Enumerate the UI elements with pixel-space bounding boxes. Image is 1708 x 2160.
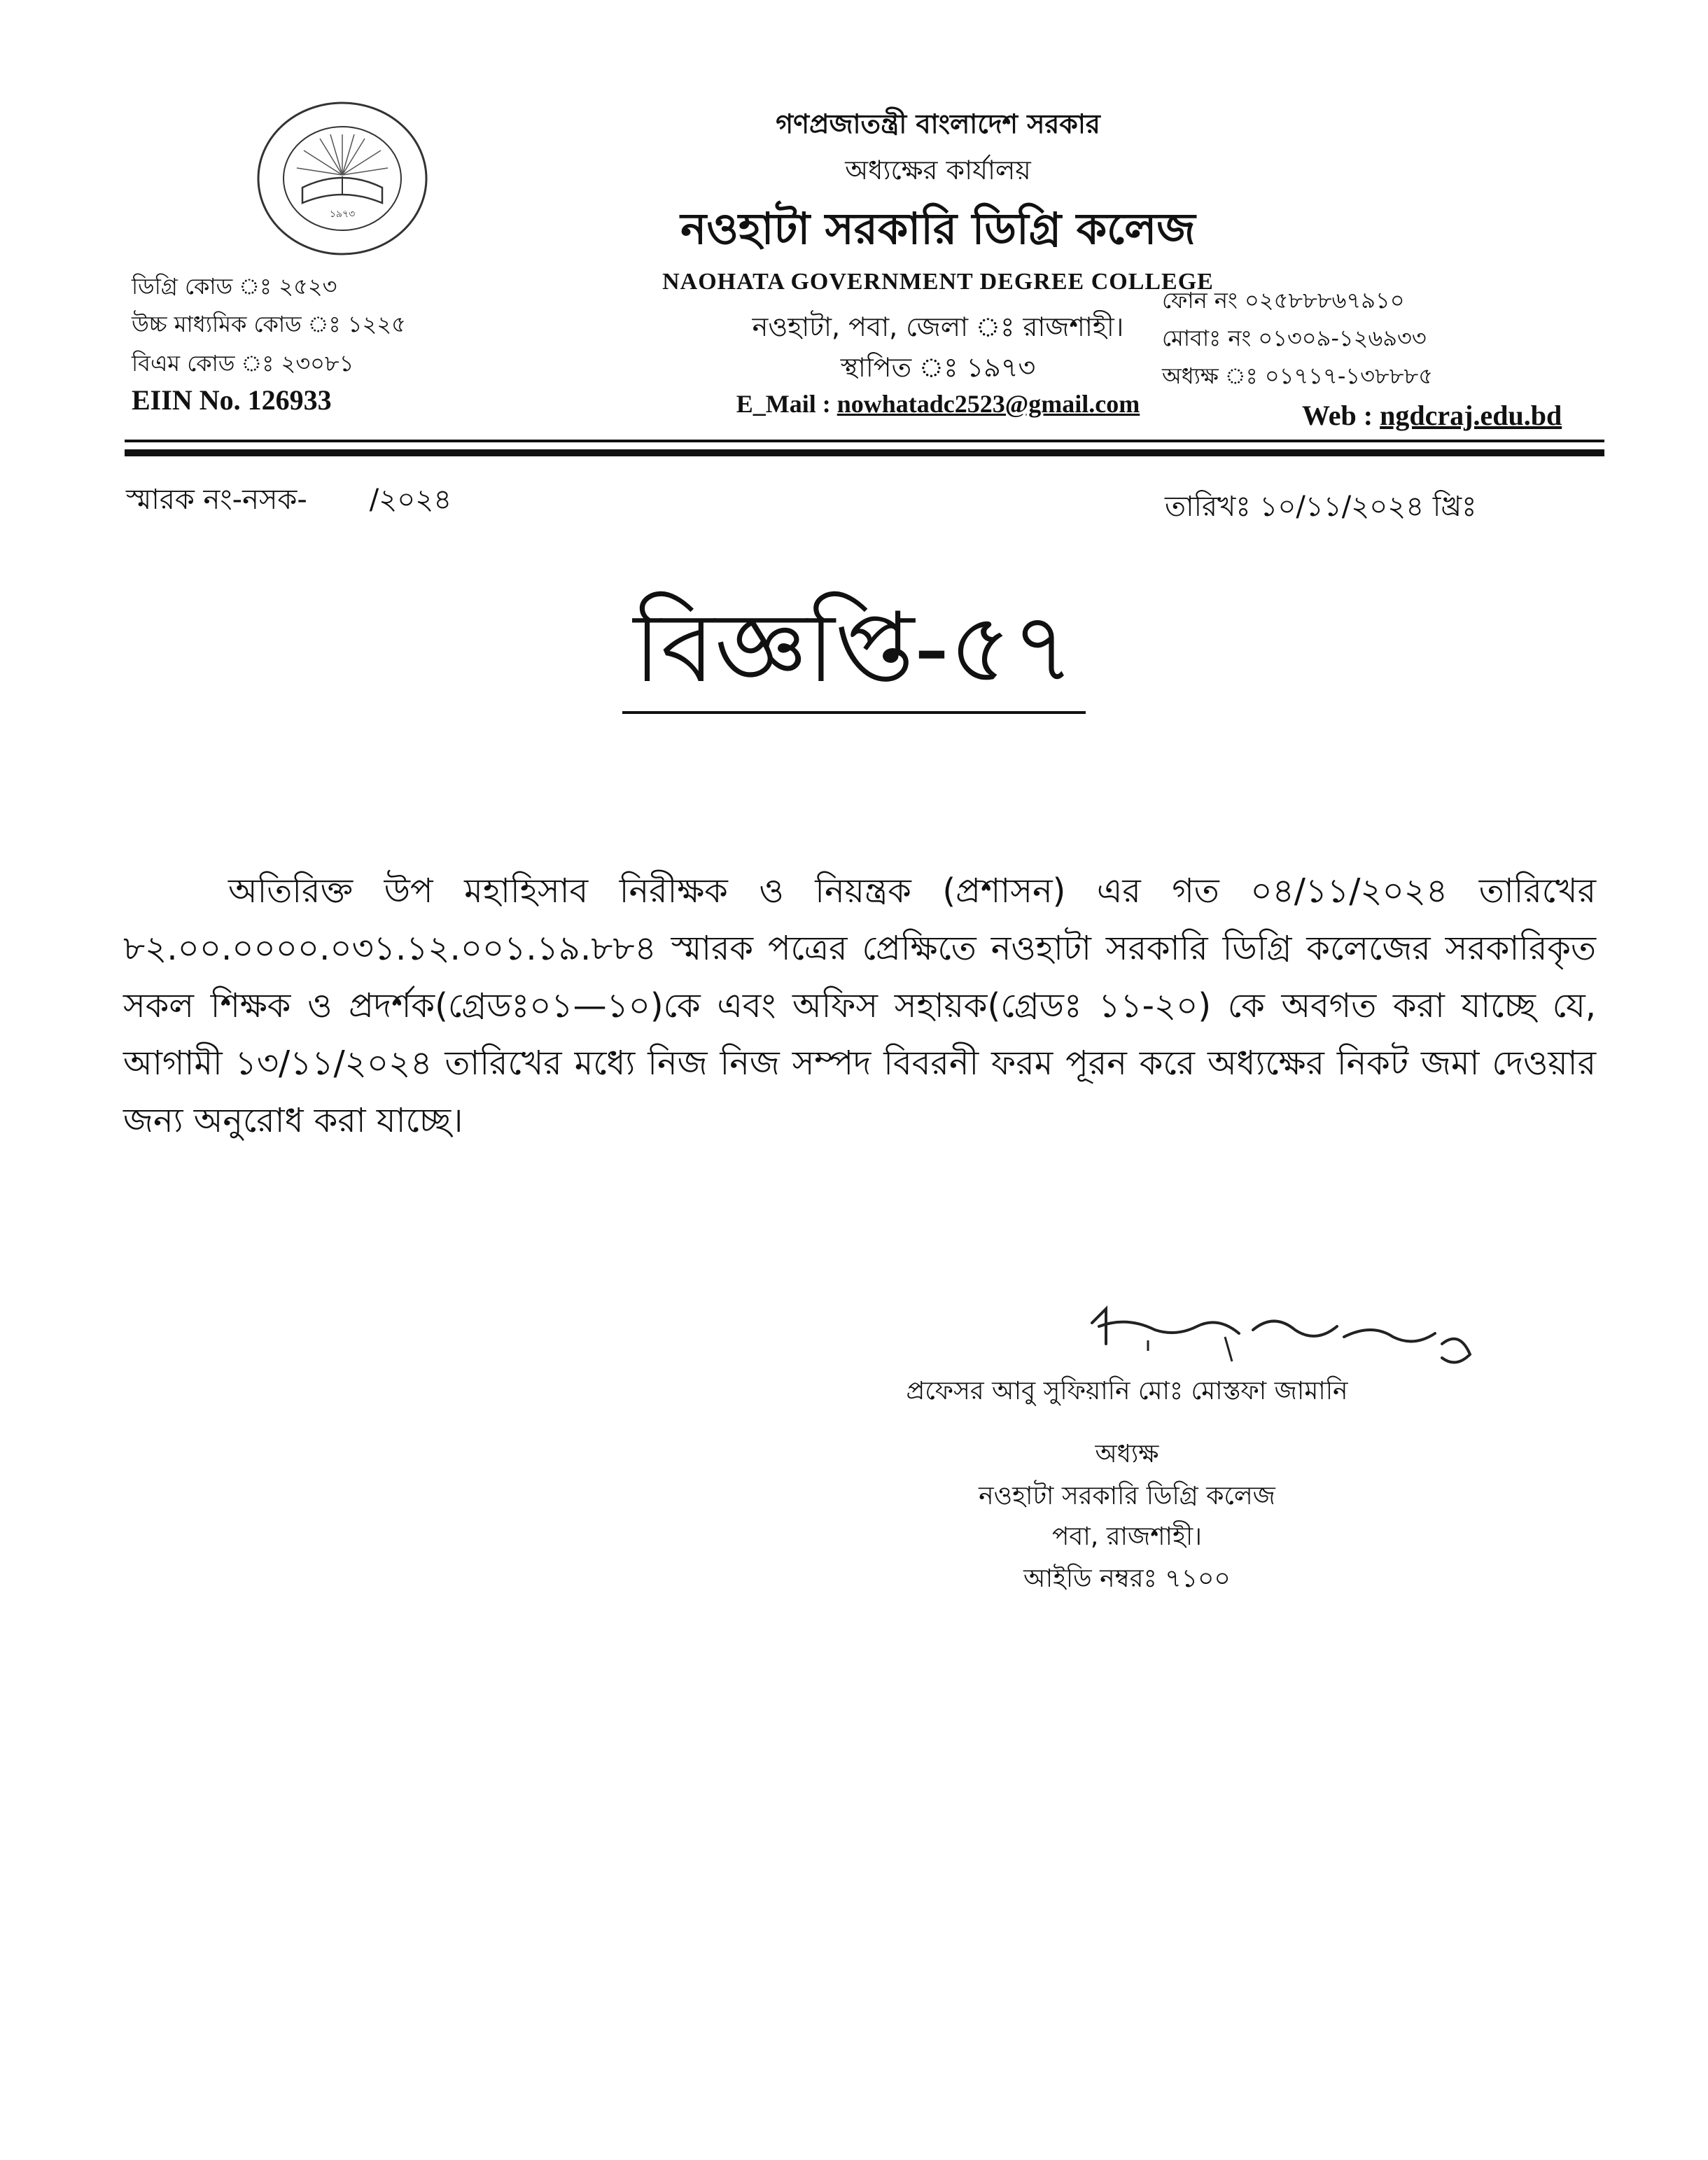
principal-mobile: অধ্যক্ষ ঃ ০১৭১৭-১৩৮৮৮৫ [1162,363,1434,389]
svg-text:১৯৭৩: ১৯৭৩ [329,209,356,220]
bm-code: বিএম কোড ঃ ২৩০৮১ [132,350,354,377]
notice-body: অতিরিক্ত উপ মহাহিসাব নিরীক্ষক ও নিয়ন্ত্রক (প্রশাসন) এর গত ০৪/১১/২০২৪ তারিখের ৮২.০০.০০০০.০৩১.১২.০০১.১৯.৮৮৪ স্মারক পত্রের প্রেক্ষিতে নওহাটা সরকারি ডিগ্রি কলেজের সরকারিকৃত সকল শিক্ষক ও প্রদর্শক(গ্রেডঃ০১—১০)কে এবং অফিস সহায়ক(গ্রেডঃ ১১-২০) কে অবগত করা যাচ্ছে যে, আগামী ১৩/১১/২০২৪ তারিখের মধ্যে নিজ নিজ সম্পদ বিবরনী ফরম পূরন করে অধ্যক্ষের নিকট জমা দেওয়ার জন্য অনুরোধ করা যাচ্ছে। [123,871,1596,1140]
signature-date [1078,1330,1079,1331]
signatory-id: আইডি নম্বরঃ ৭১০০ [1023,1564,1231,1593]
signatory-role: অধ্যক্ষ [1095,1440,1159,1468]
memo-reference: স্মারক নং-নসক- /২০২৪ [126,484,452,516]
signatory-name: প্রফেসর আবু সুফিয়ানি মোঃ মোস্তফা জামানি [906,1377,1348,1405]
website-line [1302,399,1562,432]
website-link[interactable]: ngdcraj.edu.bd [1380,400,1562,431]
college-name-english: NAOHATA GOVERNMENT DEGREE COLLEGE [662,269,1214,295]
government-heading: গণপ্রজাতন্ত্রী বাংলাদেশ সরকার [776,108,1100,139]
signatory-place: পবা, রাজশাহী। [1051,1522,1203,1551]
phone-number: ফোন নং ০২৫৮৮৮৬৭৯১০ [1162,287,1405,314]
email-link[interactable]: nowhatadc2523@gmail.com [836,390,1140,418]
memo-date: তারিখঃ ১০/১১/২০২৪ খ্রিঃ [1165,491,1477,523]
eiin-number: EIIN No. 126933 [132,384,332,416]
hsc-code: উচ্চ মাধ্যমিক কোড ঃ ১২২৫ [132,311,406,337]
notice-title [0,574,1708,735]
established-year: স্থাপিত ঃ ১৯৭৩ [840,352,1036,383]
degree-code: ডিগ্রি কোড ঃ ২৫২৩ [132,273,337,300]
mobile-number: মোবাঃ নং ০১৩০৯-১২৬৯৩৩ [1162,325,1427,351]
web-label: Web : [1302,400,1380,431]
header-divider-thick [125,449,1604,456]
email-label: E_Mail : [736,390,837,418]
notice-title-text: বিজ্ঞপ্তি-৫৭ [622,591,1086,714]
college-address: নওহাটা, পবা, জেলা ঃ রাজশাহী। [752,311,1124,342]
office-heading: অধ্যক্ষের কার্যালয় [845,155,1031,185]
signatory-college: নওহাটা সরকারি ডিগ্রি কলেজ [979,1482,1275,1510]
header-divider-thin [125,440,1604,442]
college-name-bangla: নওহাটা সরকারি ডিগ্রি কলেজ [680,203,1196,254]
